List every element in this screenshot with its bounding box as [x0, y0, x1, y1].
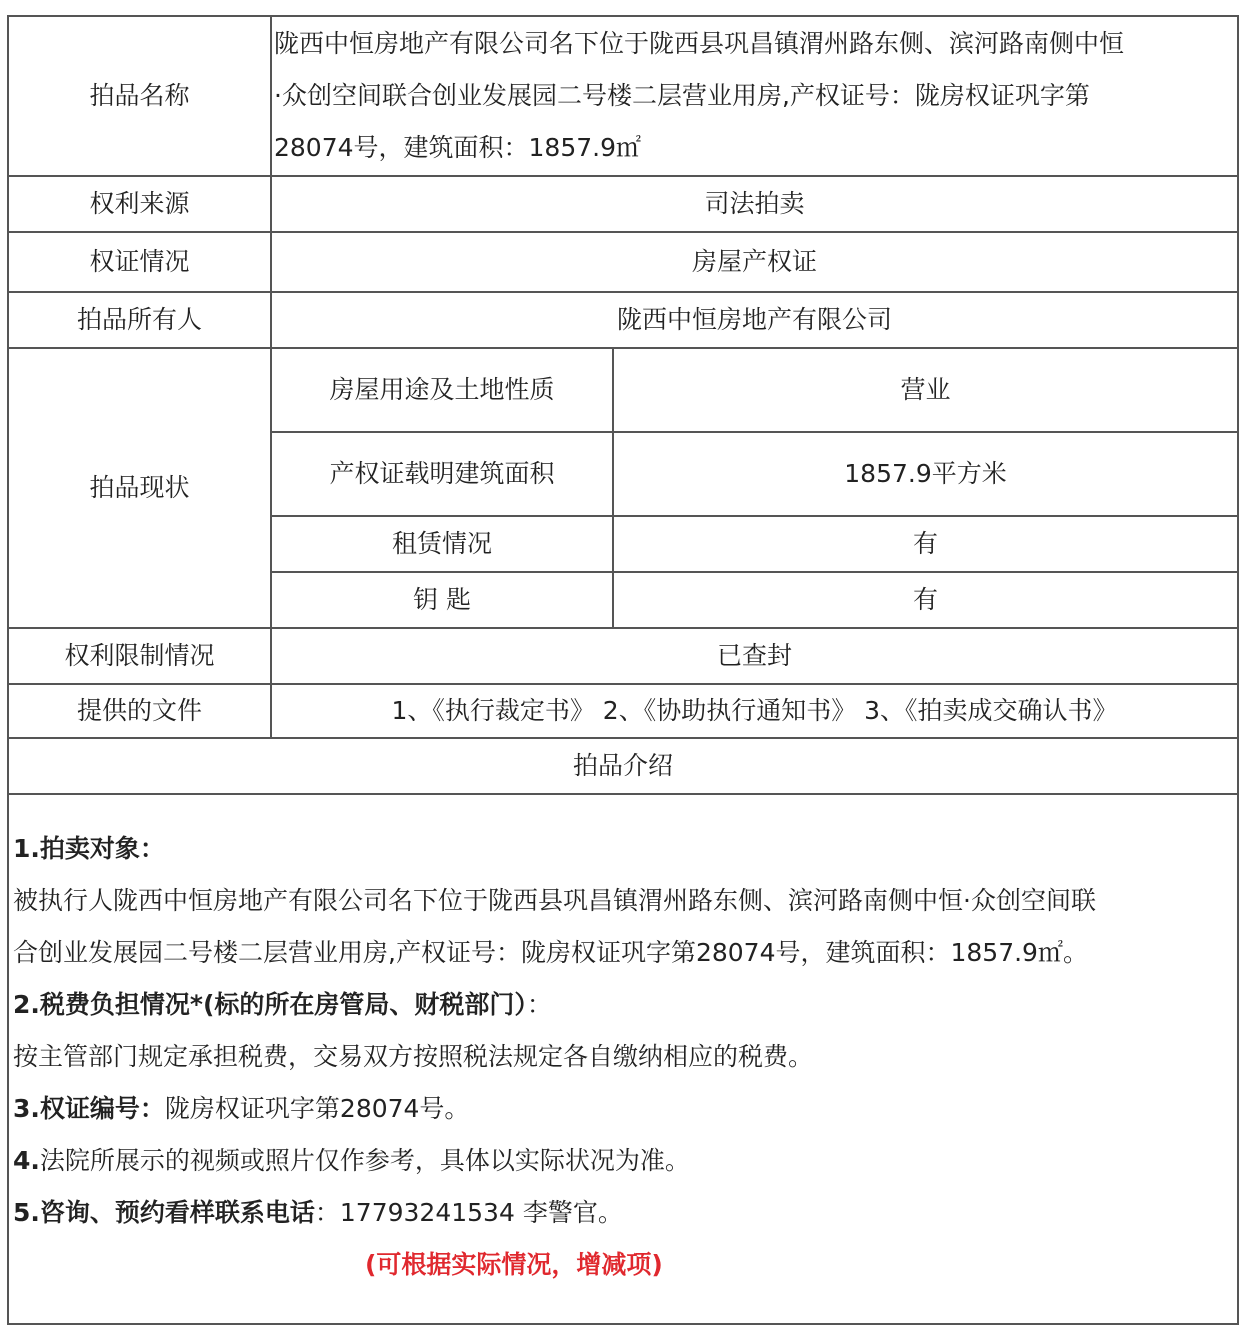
- intro-s1-line1: 被执行人陇西中恒房地产有限公司名下位于陇西县巩昌镇渭州路东侧、滨河路南侧中恒·众创空间联: [13, 886, 1096, 915]
- owner-label: 拍品所有人: [8, 292, 271, 348]
- certificate-label: 权证情况: [8, 232, 271, 292]
- status-usage-label: 房屋用途及土地性质: [271, 348, 613, 432]
- intro-header: 拍品介绍: [8, 738, 1238, 794]
- item-name-value: [271, 16, 1238, 176]
- intro-s1-line2: 合创业发展园二号楼二层营业用房,产权证号：陇房权证巩字第28074号，建筑面积：1857.9㎡。: [13, 938, 1088, 967]
- owner-value: 陇西中恒房地产有限公司: [271, 292, 1238, 348]
- item-name-label: 拍品名称: [8, 16, 271, 176]
- intro-s2-heading: [13, 979, 1237, 1031]
- rights-source-value: 司法拍卖: [271, 176, 1238, 232]
- intro-s2-body: 按主管部门规定承担税费，交易双方按照税法规定各自缴纳相应的税费。: [13, 1042, 814, 1071]
- status-lease-value: 有: [613, 516, 1238, 572]
- documents-label: 提供的文件: [8, 684, 271, 738]
- restriction-value: 已查封: [271, 628, 1238, 684]
- auction-info-table: [7, 15, 1239, 1325]
- intro-s5: [13, 1187, 1237, 1239]
- documents-value: 1、《执行裁定书》 2、《协助执行通知书》 3、《拍卖成交确认书》: [271, 684, 1238, 738]
- item-name-line-1: 陇西中恒房地产有限公司名下位于陇西县巩昌镇渭州路东侧、滨河路南侧中恒: [274, 29, 1125, 58]
- status-usage-value: 营业: [613, 348, 1238, 432]
- certificate-value: 房屋产权证: [271, 232, 1238, 292]
- status-key-label: 钥 匙: [271, 572, 613, 628]
- intro-s5-title: 5.咨询、预约看样联系电话: [13, 1198, 315, 1227]
- status-lease-label: 租赁情况: [271, 516, 613, 572]
- intro-s5-body: ：17793241534 李警官。: [314, 1198, 623, 1227]
- intro-s4-title: 4.: [13, 1146, 40, 1175]
- intro-s2-colon: ：: [526, 990, 552, 1019]
- rights-source-label: 权利来源: [8, 176, 271, 232]
- status-area-value: 1857.9平方米: [613, 432, 1238, 516]
- intro-s4: [13, 1135, 1237, 1187]
- intro-body: [8, 794, 1238, 1324]
- intro-s3: [13, 1083, 1237, 1135]
- status-label: 拍品现状: [8, 348, 271, 628]
- intro-s3-body: 陇房权证巩字第28074号。: [164, 1094, 470, 1123]
- status-area-label: 产权证载明建筑面积: [271, 432, 613, 516]
- intro-s2-title: 2.税费负担情况*(标的所在房管局、财税部门）: [13, 990, 527, 1019]
- intro-s1-title: 1.拍卖对象：: [13, 834, 165, 863]
- restriction-label: 权利限制情况: [8, 628, 271, 684]
- intro-note: (可根据实际情况，增减项): [365, 1250, 663, 1279]
- intro-s4-body: 法院所展示的视频或照片仅作参考，具体以实际状况为准。: [39, 1146, 690, 1175]
- status-key-value: 有: [613, 572, 1238, 628]
- item-name-line-3: 28074号，建筑面积：1857.9㎡: [274, 133, 642, 162]
- item-name-line-2: ·众创空间联合创业发展园二号楼二层营业用房,产权证号：陇房权证巩字第: [274, 81, 1090, 110]
- intro-s3-title: 3.权证编号：: [13, 1094, 165, 1123]
